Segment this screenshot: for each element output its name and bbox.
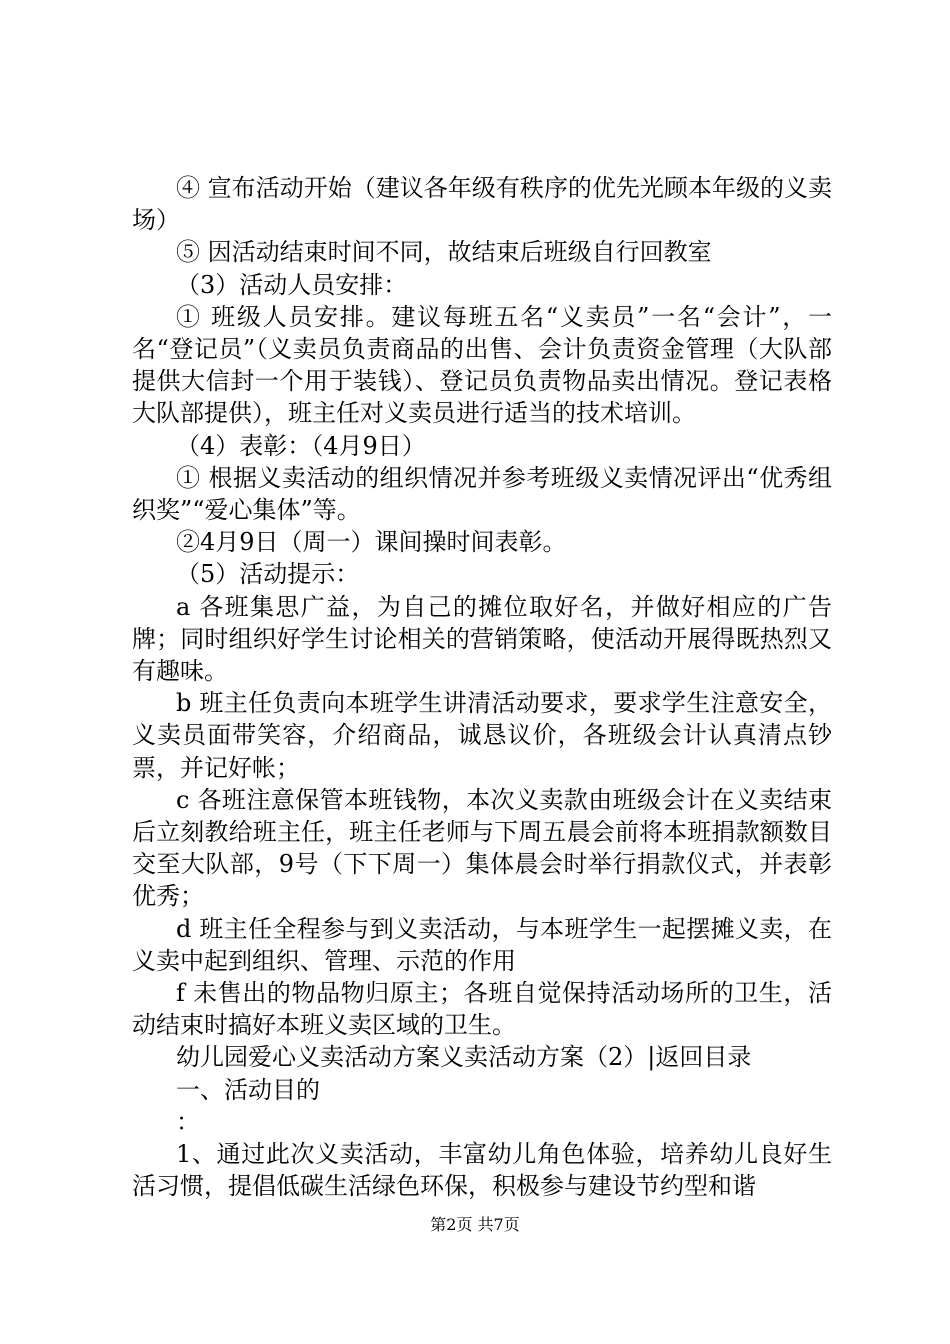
- paragraph-step-5: ⑤ 因活动结束时间不同，故结束后班级自行回教室: [176, 238, 712, 267]
- section-heading-staff: （3）活动人员安排：: [176, 270, 408, 299]
- paragraph-tip-a: a 各班集思广益，为自己的摊位取好名，并做好相应的广告牌；同时组织好学生讨论相关的营销策略，使活动开展得既热烈又有趣味。: [132, 592, 832, 686]
- paragraph-awards-criteria: ① 根据义卖活动的组织情况并参考班级义卖情况评出“优秀组织奖”“爱心集体”等。: [132, 463, 832, 525]
- page-number-footer: 第2页 共7页: [430, 1215, 520, 1234]
- paragraph-class-staff: ① 班级人员安排。建议每班五名“义卖员”一名“会计”，一名“登记员”（义卖员负责商品的出售、会计负责资金管理（大队部提供大信封一个用于装钱）、登记员负责物品卖出情况。登记表格大队部提供），班主任对义卖员进行适当的技术培训。: [132, 302, 832, 428]
- section-heading-tips: （5）活动提示：: [176, 560, 360, 589]
- paragraph-step-4: ④ 宣布活动开始（建议各年级有秩序的优先光顾本年级的义卖场）: [132, 174, 832, 235]
- paragraph-plan-2-title: 幼儿园爱心义卖活动方案义卖活动方案（2）|返回目录: [176, 1043, 752, 1072]
- paragraph-tip-b: b 班主任负责向本班学生讲清活动要求，要求学生注意安全，义卖员面带笑容，介绍商品，诚恳议价，各班级会计认真清点钞票，并记好帐；: [132, 689, 832, 782]
- paragraph-tip-d: d 班主任全程参与到义卖活动，与本班学生一起摆摊义卖，在义卖中起到组织、管理、示范的作用: [132, 914, 832, 975]
- section-heading-awards: （4）表彰：（4月9日）: [176, 431, 426, 460]
- paragraph-purpose-1: 1、通过此次义卖活动，丰富幼儿角色体验，培养幼儿良好生活习惯，提倡低碳生活绿色环保，积极参与建设节约型和谐: [132, 1140, 832, 1201]
- paragraph-awards-date: ②4月9日（周一）课间操时间表彰。: [176, 528, 567, 557]
- paragraph-colon: ：: [176, 1107, 200, 1136]
- document-body: [132, 172, 832, 1203]
- paragraph-tip-f: f 未售出的物品物归原主；各班自觉保持活动场所的卫生，活动结束时搞好本班义卖区域的卫生。: [132, 979, 832, 1040]
- section-heading-purpose: 一、活动目的: [176, 1075, 320, 1104]
- paragraph-tip-c: c 各班注意保管本班钱物，本次义卖款由班级会计在义卖结束后立刻教给班主任，班主任老师与下周五晨会前将本班捐款额数目交至大队部，9号（下下周一）集体晨会时举行捐款仪式，并表彰优秀；: [132, 785, 832, 911]
